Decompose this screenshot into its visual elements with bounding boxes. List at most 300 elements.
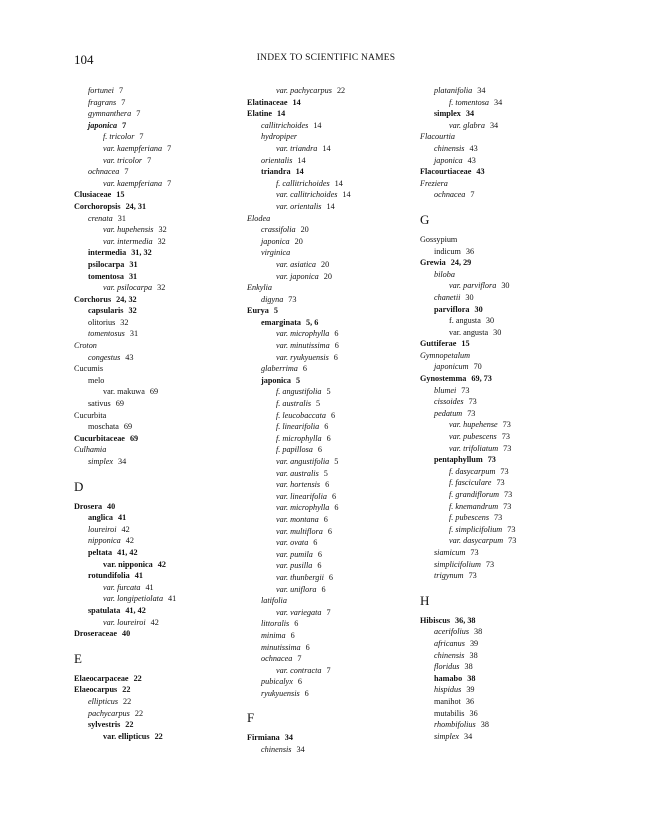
- entry-pages: 5: [323, 468, 328, 478]
- index-entry: [420, 327, 590, 339]
- index-entry: [420, 696, 590, 708]
- index-entry: [420, 234, 590, 246]
- entry-pages: 73: [508, 536, 517, 546]
- entry-name: Clusiaceae: [74, 190, 112, 200]
- entry-name: f. angustifolia: [276, 387, 322, 397]
- entry-name: var. glabra: [449, 120, 485, 130]
- entry-name: pubicalyx: [261, 677, 293, 687]
- entry-name: var. hupehense: [449, 420, 498, 430]
- entry-pages: 6: [331, 410, 336, 420]
- entry-pages: 73: [288, 294, 297, 304]
- index-entry: [74, 433, 239, 445]
- entry-pages: 73: [500, 466, 509, 476]
- entry-pages: 15: [461, 339, 470, 349]
- entry-name: var. variegata: [276, 607, 322, 617]
- entry-name: minima: [261, 630, 286, 640]
- entry-name: rotundifolia: [88, 571, 130, 581]
- entry-pages: 14: [297, 155, 306, 165]
- entry-name: Freziera: [420, 178, 448, 188]
- index-entry: [74, 340, 239, 352]
- index-entry: [420, 257, 590, 269]
- index-entry: [74, 143, 239, 155]
- entry-name: var. kaempferiana: [103, 178, 163, 188]
- index-entry: [420, 269, 590, 281]
- entry-pages: 73: [487, 455, 496, 465]
- entry-name: var. hortensis: [276, 480, 321, 490]
- entry-name: Elatine: [247, 109, 273, 119]
- index-entry: [247, 456, 412, 468]
- index-entry: [420, 396, 590, 408]
- index-entry: [247, 444, 412, 456]
- index-entry: [247, 213, 412, 225]
- entry-pages: 6: [323, 514, 328, 524]
- index-entry: [74, 131, 239, 143]
- entry-name: var. ellipticus: [103, 731, 150, 741]
- index-entry: [247, 479, 412, 491]
- entry-pages: 73: [485, 559, 495, 569]
- index-entry: [74, 501, 239, 513]
- entry-name: var. callitrichoides: [276, 190, 338, 200]
- entry-name: simplex: [434, 731, 460, 741]
- entry-pages: 36: [465, 246, 475, 256]
- index-entry: [74, 363, 239, 375]
- entry-pages: 20: [300, 225, 309, 235]
- index-entry: [420, 570, 590, 582]
- index-entry: [74, 628, 239, 640]
- entry-pages: 34: [465, 109, 475, 119]
- entry-name: var. orientalis: [276, 201, 322, 211]
- entry-name: f. knemandrum: [449, 501, 499, 511]
- entry-name: anglica: [88, 513, 114, 523]
- entry-pages: 38: [474, 627, 483, 637]
- index-entry: [74, 719, 239, 731]
- index-entry: [420, 731, 590, 743]
- entry-pages: 6: [328, 572, 334, 582]
- entry-name: ellipticus: [88, 696, 119, 706]
- entry-pages: 6: [331, 491, 337, 501]
- index-entry: [247, 85, 412, 97]
- index-entry: [247, 131, 412, 143]
- index-entry: [74, 97, 239, 109]
- entry-pages: 7: [124, 167, 129, 177]
- entry-name: blumei: [434, 385, 457, 395]
- index-entry: [420, 626, 590, 638]
- entry-pages: 73: [496, 478, 505, 488]
- entry-name: ochnacea: [88, 167, 120, 177]
- index-entry: [247, 340, 412, 352]
- entry-pages: 73: [504, 490, 513, 499]
- entry-name: f. fasciculare: [449, 478, 492, 488]
- index-entry: [247, 572, 412, 584]
- entry-name: orientalis: [261, 155, 293, 165]
- index-entry: [420, 547, 590, 559]
- index-entry: [74, 593, 239, 605]
- index-entry: [247, 491, 412, 503]
- entry-pages: 43: [476, 167, 485, 177]
- entry-pages: 20: [321, 259, 330, 269]
- entry-name: f. dasycarpum: [449, 466, 496, 476]
- entry-name: ryukyuensis: [261, 688, 300, 698]
- index-entry: [420, 385, 590, 397]
- index-entry: [74, 178, 239, 190]
- index-entry: [247, 595, 412, 607]
- entry-pages: 30: [465, 292, 474, 302]
- entry-name: nipponica: [88, 536, 121, 546]
- index-entry: [74, 696, 239, 708]
- entry-name: Gynostemma: [420, 374, 467, 384]
- entry-pages: 6: [334, 341, 339, 351]
- entry-pages: 14: [334, 178, 343, 188]
- entry-name: siamicum: [434, 547, 466, 557]
- entry-name: sativus: [88, 399, 111, 409]
- entry-name: Corchorus: [74, 294, 112, 304]
- entry-name: var. trifoliatum: [449, 443, 499, 453]
- index-entry: [247, 305, 412, 317]
- index-entry: [74, 317, 239, 329]
- index-entry: [420, 684, 590, 696]
- entry-pages: 32: [158, 225, 167, 235]
- entry-pages: 6: [317, 561, 322, 571]
- index-entry: [74, 375, 239, 387]
- entry-name: rhombifolius: [434, 720, 476, 730]
- index-entry: [74, 421, 239, 433]
- index-entry: [420, 431, 590, 443]
- entry-name: var. hupehensis: [103, 225, 154, 235]
- entry-pages: 7: [326, 665, 331, 675]
- entry-pages: 30: [493, 327, 502, 337]
- entry-pages: 32: [157, 236, 166, 246]
- index-entry: [420, 292, 590, 304]
- entry-name: var. multiflora: [276, 526, 323, 536]
- entry-pages: 42: [125, 536, 134, 546]
- entry-pages: 6: [333, 352, 338, 362]
- index-entry: [420, 477, 590, 489]
- entry-name: tomentosa: [88, 271, 124, 281]
- entry-pages: 38: [467, 673, 476, 683]
- entry-name: pachycarpus: [88, 708, 130, 718]
- index-entry: [74, 247, 239, 259]
- entry-pages: 34: [494, 97, 503, 107]
- entry-name: peltata: [88, 547, 113, 557]
- index-entry: [247, 363, 412, 375]
- entry-pages: 69: [129, 433, 139, 443]
- entry-pages: 73: [503, 501, 512, 511]
- entry-pages: 42: [121, 524, 130, 534]
- entry-pages: 70: [473, 362, 482, 372]
- index-entry: [420, 338, 590, 350]
- entry-name: crassifolia: [261, 225, 296, 235]
- entry-pages: 6: [297, 677, 302, 687]
- index-entry: [247, 259, 412, 271]
- index-entry: [74, 166, 239, 178]
- entry-pages: 7: [139, 132, 144, 142]
- entry-pages: 43: [469, 143, 478, 153]
- entry-pages: 73: [507, 524, 516, 534]
- index-entry: [420, 559, 590, 571]
- entry-pages: 22: [122, 685, 131, 695]
- entry-name: Eurya: [247, 306, 269, 316]
- entry-name: f. grandiflorum: [449, 490, 500, 499]
- index-entry: [420, 315, 590, 327]
- entry-pages: 7: [167, 178, 172, 188]
- entry-name: var. microphylla: [276, 329, 330, 339]
- entry-name: var. tricolor: [103, 155, 143, 165]
- entry-pages: 14: [313, 120, 322, 130]
- entry-name: platanifolia: [434, 86, 473, 95]
- index-entry: [420, 408, 590, 420]
- entry-name: f. callitrichoides: [276, 178, 330, 188]
- index-entry: [420, 350, 590, 362]
- entry-name: Elaeocarpus: [74, 685, 118, 695]
- entry-pages: 5: [334, 457, 339, 466]
- entry-name: chinensis: [434, 650, 465, 660]
- entry-pages: 31: [128, 271, 138, 281]
- entry-pages: 32: [157, 283, 166, 293]
- entry-name: ochnacea: [434, 190, 466, 200]
- index-entry: [420, 373, 590, 385]
- index-entry: [420, 419, 590, 431]
- entry-name: Drosera: [74, 501, 103, 511]
- entry-pages: 7: [470, 190, 475, 200]
- entry-name: var. pubescens: [449, 432, 497, 442]
- entry-name: var. uniflora: [276, 584, 317, 594]
- entry-pages: 22: [154, 731, 163, 741]
- index-entry: [247, 143, 412, 155]
- entry-name: Elodea: [247, 213, 271, 223]
- entry-name: biloba: [434, 269, 455, 279]
- index-entry: [420, 189, 590, 201]
- index-column-2: [247, 85, 412, 756]
- entry-pages: 14: [295, 167, 304, 177]
- index-entry: [247, 247, 412, 259]
- entry-pages: 39: [466, 685, 475, 695]
- entry-pages: 6: [334, 329, 339, 339]
- entry-pages: 41: [118, 513, 127, 523]
- entry-pages: 31: [117, 213, 126, 223]
- index-entry: [247, 468, 412, 480]
- index-entry: [74, 224, 239, 236]
- entry-name: simplex: [88, 457, 114, 466]
- index-entry: [74, 120, 239, 132]
- entry-pages: 31, 32: [131, 248, 152, 258]
- index-entry: [247, 630, 412, 642]
- entry-name: melo: [88, 375, 105, 385]
- entry-pages: 5: [273, 306, 278, 316]
- index-entry: [74, 85, 239, 97]
- entry-pages: 7: [326, 607, 331, 617]
- entry-name: var. pachycarpus: [276, 86, 332, 95]
- index-entry: [74, 444, 239, 456]
- index-entry: [247, 317, 412, 329]
- entry-name: f. tricolor: [103, 132, 135, 142]
- entry-pages: 73: [503, 443, 512, 453]
- section-letter-h: H: [420, 592, 430, 608]
- entry-pages: 14: [277, 109, 286, 119]
- entry-name: fragrans: [88, 97, 117, 107]
- entry-pages: 22: [125, 720, 134, 730]
- entry-name: Firmiana: [247, 733, 280, 743]
- index-entry: [74, 201, 239, 213]
- entry-pages: 69: [149, 387, 159, 397]
- index-entry: [247, 410, 412, 422]
- entry-pages: 7: [118, 86, 124, 95]
- index-entry: [74, 524, 239, 536]
- entry-name: f. leucobaccata: [276, 410, 327, 420]
- entry-name: Culhamia: [74, 445, 107, 455]
- entry-name: Elaeocarpaceae: [74, 673, 129, 683]
- entry-name: Gymnopetalum: [420, 350, 471, 360]
- index-entry: [247, 236, 412, 248]
- entry-pages: 5: [326, 387, 331, 397]
- entry-pages: 20: [294, 236, 303, 246]
- entry-name: sylvestris: [88, 720, 121, 730]
- entry-pages: 41, 42: [125, 605, 146, 615]
- index-entry: [74, 684, 239, 696]
- index-entry: [74, 236, 239, 248]
- entry-name: emarginata: [261, 317, 302, 327]
- index-entry: [247, 526, 412, 538]
- index-entry: [420, 166, 590, 178]
- entry-name: var. pusilla: [276, 561, 313, 571]
- entry-name: hispidus: [434, 685, 462, 695]
- index-entry: [420, 638, 590, 650]
- entry-pages: 7: [147, 155, 152, 165]
- index-entry: [247, 178, 412, 190]
- entry-name: moschata: [88, 422, 119, 432]
- entry-name: simplicifolium: [434, 559, 481, 569]
- entry-name: Cucurbitaceae: [74, 433, 125, 443]
- entry-name: congestus: [88, 352, 121, 362]
- index-entry: [247, 294, 412, 306]
- entry-name: Hibiscus: [420, 615, 451, 625]
- entry-name: japonica: [261, 236, 290, 246]
- entry-name: var. nipponica: [103, 559, 153, 569]
- entry-pages: 15: [116, 190, 125, 200]
- index-entry: [420, 304, 590, 316]
- index-entry: [247, 398, 412, 410]
- section-letter-f: F: [247, 710, 255, 726]
- entry-name: Droseraceae: [74, 629, 118, 639]
- index-entry: [74, 617, 239, 629]
- index-entry: [247, 271, 412, 283]
- entry-name: minutissima: [261, 642, 301, 652]
- entry-name: indicum: [434, 246, 461, 256]
- entry-pages: 39: [469, 638, 479, 648]
- entry-pages: 43: [467, 155, 476, 165]
- index-entry: [420, 85, 590, 97]
- entry-pages: 38: [480, 720, 489, 730]
- entry-pages: 6: [317, 549, 322, 559]
- entry-name: var. kaempferiana: [103, 143, 163, 153]
- entry-pages: 6: [305, 642, 310, 652]
- entry-name: var. angustifolia: [276, 457, 330, 466]
- entry-pages: 22: [336, 86, 346, 95]
- entry-name: var. dasycarpum: [449, 536, 504, 546]
- entry-name: var. makuwa: [103, 387, 145, 397]
- entry-pages: 22: [123, 696, 132, 706]
- index-entry: [420, 454, 590, 466]
- entry-pages: 6: [334, 503, 339, 513]
- entry-pages: 22: [134, 708, 144, 718]
- entry-pages: 69, 73: [471, 374, 492, 384]
- entry-pages: 34: [477, 86, 486, 95]
- index-entry: [420, 661, 590, 673]
- entry-name: var. angusta: [449, 327, 489, 337]
- entry-name: Flacourtia: [420, 132, 456, 142]
- entry-pages: 5, 6: [306, 317, 319, 327]
- entry-name: olitorius: [88, 317, 116, 327]
- index-entry: [420, 650, 590, 662]
- entry-name: parviflora: [434, 304, 470, 314]
- entry-pages: 7: [121, 97, 126, 107]
- index-entry: [420, 120, 590, 132]
- index-entry: [74, 410, 239, 422]
- entry-name: Enkylia: [247, 283, 273, 293]
- index-entry: [74, 512, 239, 524]
- index-entry: [420, 131, 590, 143]
- index-entry: [420, 143, 590, 155]
- entry-name: tomentosus: [88, 329, 125, 339]
- entry-name: floridus: [434, 662, 460, 672]
- entry-name: Grewia: [420, 258, 446, 268]
- entry-name: africanus: [434, 638, 465, 648]
- entry-name: loureiroi: [88, 524, 117, 534]
- entry-name: Croton: [74, 341, 97, 351]
- entry-pages: 73: [494, 513, 503, 523]
- entry-pages: 7: [122, 120, 127, 130]
- section-letter-g: G: [420, 211, 430, 227]
- entry-pages: 6: [302, 364, 307, 374]
- index-entry: [247, 352, 412, 364]
- index-entry: [247, 537, 412, 549]
- entry-name: crenata: [88, 213, 113, 223]
- index-entry: [247, 676, 412, 688]
- index-entry: [74, 271, 239, 283]
- entry-name: manihot: [434, 696, 461, 706]
- entry-pages: 34: [284, 733, 293, 743]
- entry-name: var. montana: [276, 514, 319, 524]
- entry-name: glaberrima: [261, 364, 298, 374]
- entry-name: capsularis: [88, 306, 124, 316]
- entry-pages: 73: [502, 420, 511, 430]
- index-column-3: [420, 85, 590, 742]
- index-entry: [420, 719, 590, 731]
- index-entry: [420, 489, 590, 501]
- index-entry: [420, 673, 590, 685]
- entry-pages: 20: [323, 271, 332, 281]
- entry-pages: 69: [123, 422, 133, 432]
- index-entry: [74, 386, 239, 398]
- entry-name: japonicum: [434, 362, 469, 372]
- entry-pages: 34: [489, 120, 499, 130]
- entry-pages: 6: [313, 538, 318, 548]
- index-entry: [74, 155, 239, 167]
- index-entry: [420, 512, 590, 524]
- entry-name: simplex: [434, 109, 461, 119]
- entry-name: var. parviflora: [449, 281, 497, 291]
- entry-name: var. ryukyuensis: [276, 352, 329, 362]
- index-entry: [420, 155, 590, 167]
- index-entry: [247, 97, 412, 109]
- entry-name: Elatinaceae: [247, 97, 288, 107]
- index-entry: [420, 708, 590, 720]
- entry-name: var. minutissima: [276, 341, 330, 351]
- entry-name: japonica: [261, 375, 292, 385]
- entry-name: trigynum: [434, 571, 464, 581]
- index-entry: [247, 514, 412, 526]
- entry-name: acerifolius: [434, 627, 470, 637]
- index-entry: [74, 108, 239, 120]
